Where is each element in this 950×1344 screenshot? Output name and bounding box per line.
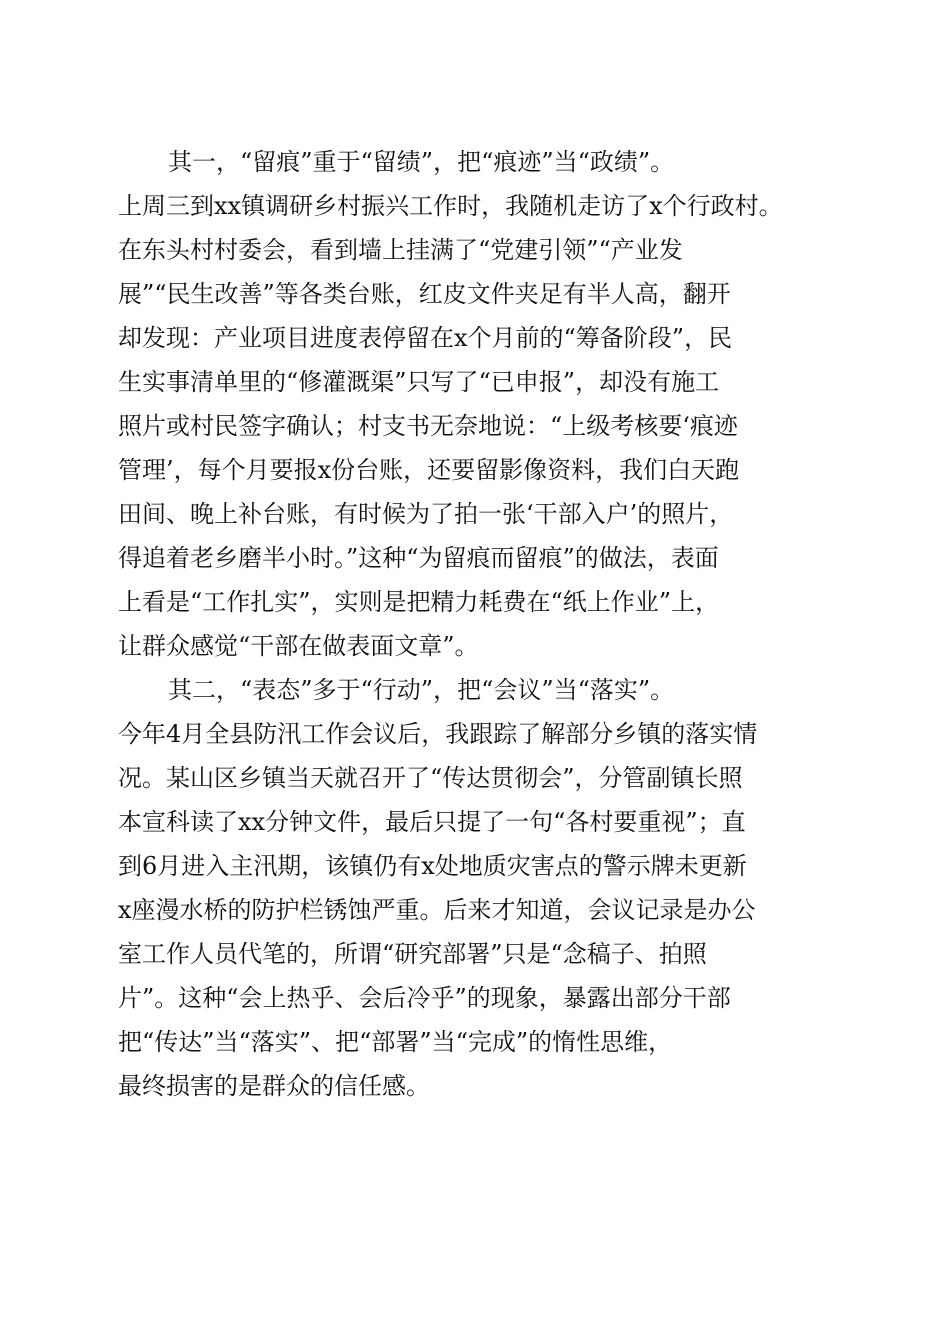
- paragraph-2-line-2: 今年4月全县防汛工作会议后，我跟踪了解部分乡镇的落实情: [118, 720, 758, 748]
- paragraph-1: [118, 140, 838, 668]
- paragraph-2-line-9: 把“传达”当“落实”、把“部署”当“完成”的惰性思维，: [118, 1028, 673, 1056]
- paragraph-1-line-9: 田间、晚上补台账，有时候为了拍一张‘干部入户’的照片，: [118, 500, 734, 528]
- paragraph-1-line-6: 生实事清单里的“修灌溉渠”只写了“已申报”，却没有施工: [118, 368, 720, 396]
- paragraph-1-line-2: 上周三到xx镇调研乡村振兴工作时，我随机走访了x个行政村。: [118, 192, 783, 220]
- paragraph-1-line-3: 在东头村村委会，看到墙上挂满了“党建引领”“产业发: [118, 236, 683, 264]
- paragraph-1-line-12: 让群众感觉“干部在做表面文章”。: [118, 632, 479, 660]
- paragraph-1-line-1: 其一，“留痕”重于“留绩”，把“痕迹”当“政绩”。: [168, 148, 675, 176]
- paragraph-1-line-8: 管理’，每个月要报x份台账，还要留影像资料，我们白天跑: [118, 456, 740, 484]
- paragraph-2-line-1: 其二，“表态”多于“行动”，把“会议”当“落实”。: [168, 676, 675, 704]
- paragraph-2: [118, 668, 838, 1108]
- paragraph-1-line-11: 上看是“工作扎实”，实则是把精力耗费在“纸上作业”上，: [118, 588, 720, 616]
- paragraph-2-line-8: 片”。这种“会上热乎、会后冷乎”的现象，暴露出部分干部: [118, 984, 731, 1012]
- paragraph-1-line-5: 却发现：产业项目进度表停留在x个月前的“筹备阶段”，民: [118, 324, 733, 352]
- document-body: [118, 140, 838, 1108]
- paragraph-1-line-4: 展”“民生改善”等各类台账，红皮文件夹足有半人高，翻开: [118, 280, 731, 308]
- paragraph-2-line-10: 最终损害的是群众的信任感。: [118, 1072, 430, 1100]
- paragraph-1-line-10: 得追着老乡磨半小时。”这种“为留痕而留痕”的做法，表面: [118, 544, 719, 572]
- paragraph-1-line-7: 照片或村民签字确认；村支书无奈地说：“上级考核要‘痕迹: [118, 412, 738, 440]
- paragraph-2-line-4: 本宣科读了xx分钟文件，最后只提了一句“各村要重视”；直: [118, 808, 746, 836]
- paragraph-2-line-7: 室工作人员代笔的，所谓“研究部署”只是“念稿子、拍照: [118, 940, 707, 968]
- paragraph-2-line-6: x座漫水桥的防护栏锈蚀严重。后来才知道，会议记录是办公: [118, 896, 756, 924]
- paragraph-2-line-3: 况。某山区乡镇当天就召开了“传达贯彻会”，分管副镇长照: [118, 764, 743, 792]
- paragraph-2-line-5: 到6月进入主汛期，该镇仍有x处地质灾害点的警示牌未更新: [118, 852, 747, 880]
